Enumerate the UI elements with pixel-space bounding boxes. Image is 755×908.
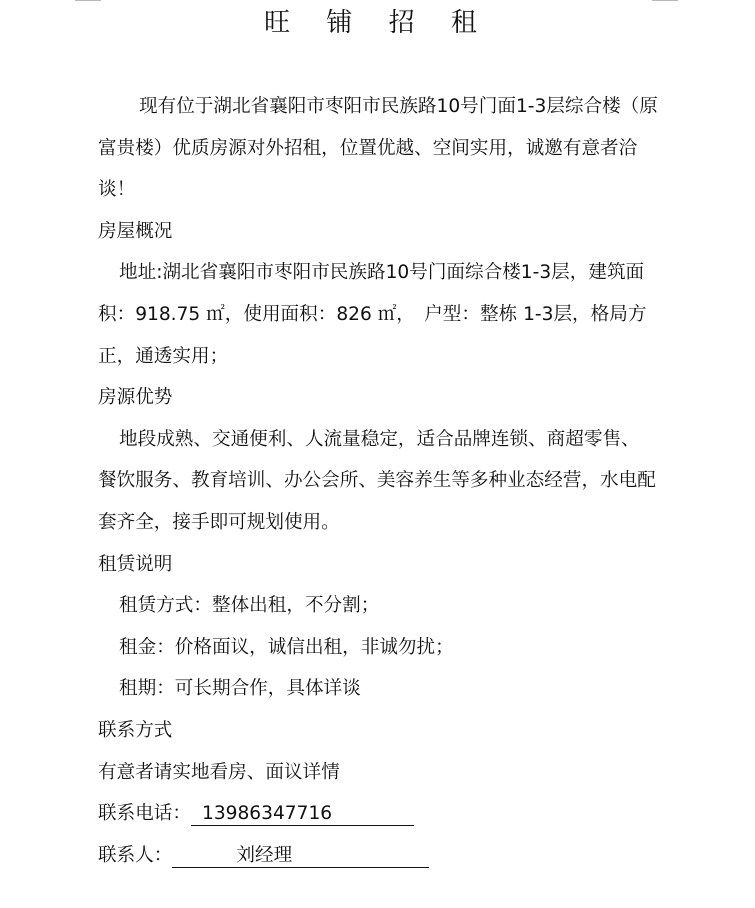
contact-person-row [98,835,658,877]
lease-item-term: 租期：可长期合作，具体详谈 [119,678,361,700]
contact-phone-value: 13986347716 [191,803,414,826]
page-corner-mark-left [75,0,101,1]
contact-phone-row [98,793,658,835]
contact-person-label: 联系人： [98,844,173,866]
advantages-paragraph: 地段成熟、交通便利、人流量稳定，适合品牌连锁、商超零售、餐饮服务、教育培训、办公会所、美容养生等多种业态经营，水电配套齐全，接手即可规划使用。 [98,428,656,533]
advantages-heading: 房源优势 [98,387,173,409]
overview-paragraph: 地址:湖北省襄阳市枣阳市民族路10号门面综合楼1-3层，建筑面积：918.75 ㎡，使用面积：826 ㎡， 户型：整栋 1-3层，格局方正，通透实用； [98,262,647,367]
contact-person-value: 刘经理 [172,845,429,868]
document-title: 旺 铺 招 租 [264,8,491,38]
intro-paragraph: 现有位于湖北省襄阳市枣阳市民族路10号门面1-3层综合楼（原富贵楼）优质房源对外招租，位置优越、空间实用，诚邀有意者洽谈！ [98,96,658,201]
contact-note: 有意者请实地看房、面议详情 [98,761,340,783]
lease-item-rent: 租金：价格面议，诚信出租，非诚勿扰； [119,636,454,658]
lease-item-method: 租赁方式：整体出租，不分割； [119,595,380,617]
overview-heading: 房屋概况 [98,220,173,242]
contact-heading: 联系方式 [98,719,173,741]
page-corner-mark-right [652,0,678,1]
contact-phone-label: 联系电话： [98,803,191,825]
document-body [98,86,658,876]
lease-heading: 租赁说明 [98,553,173,575]
